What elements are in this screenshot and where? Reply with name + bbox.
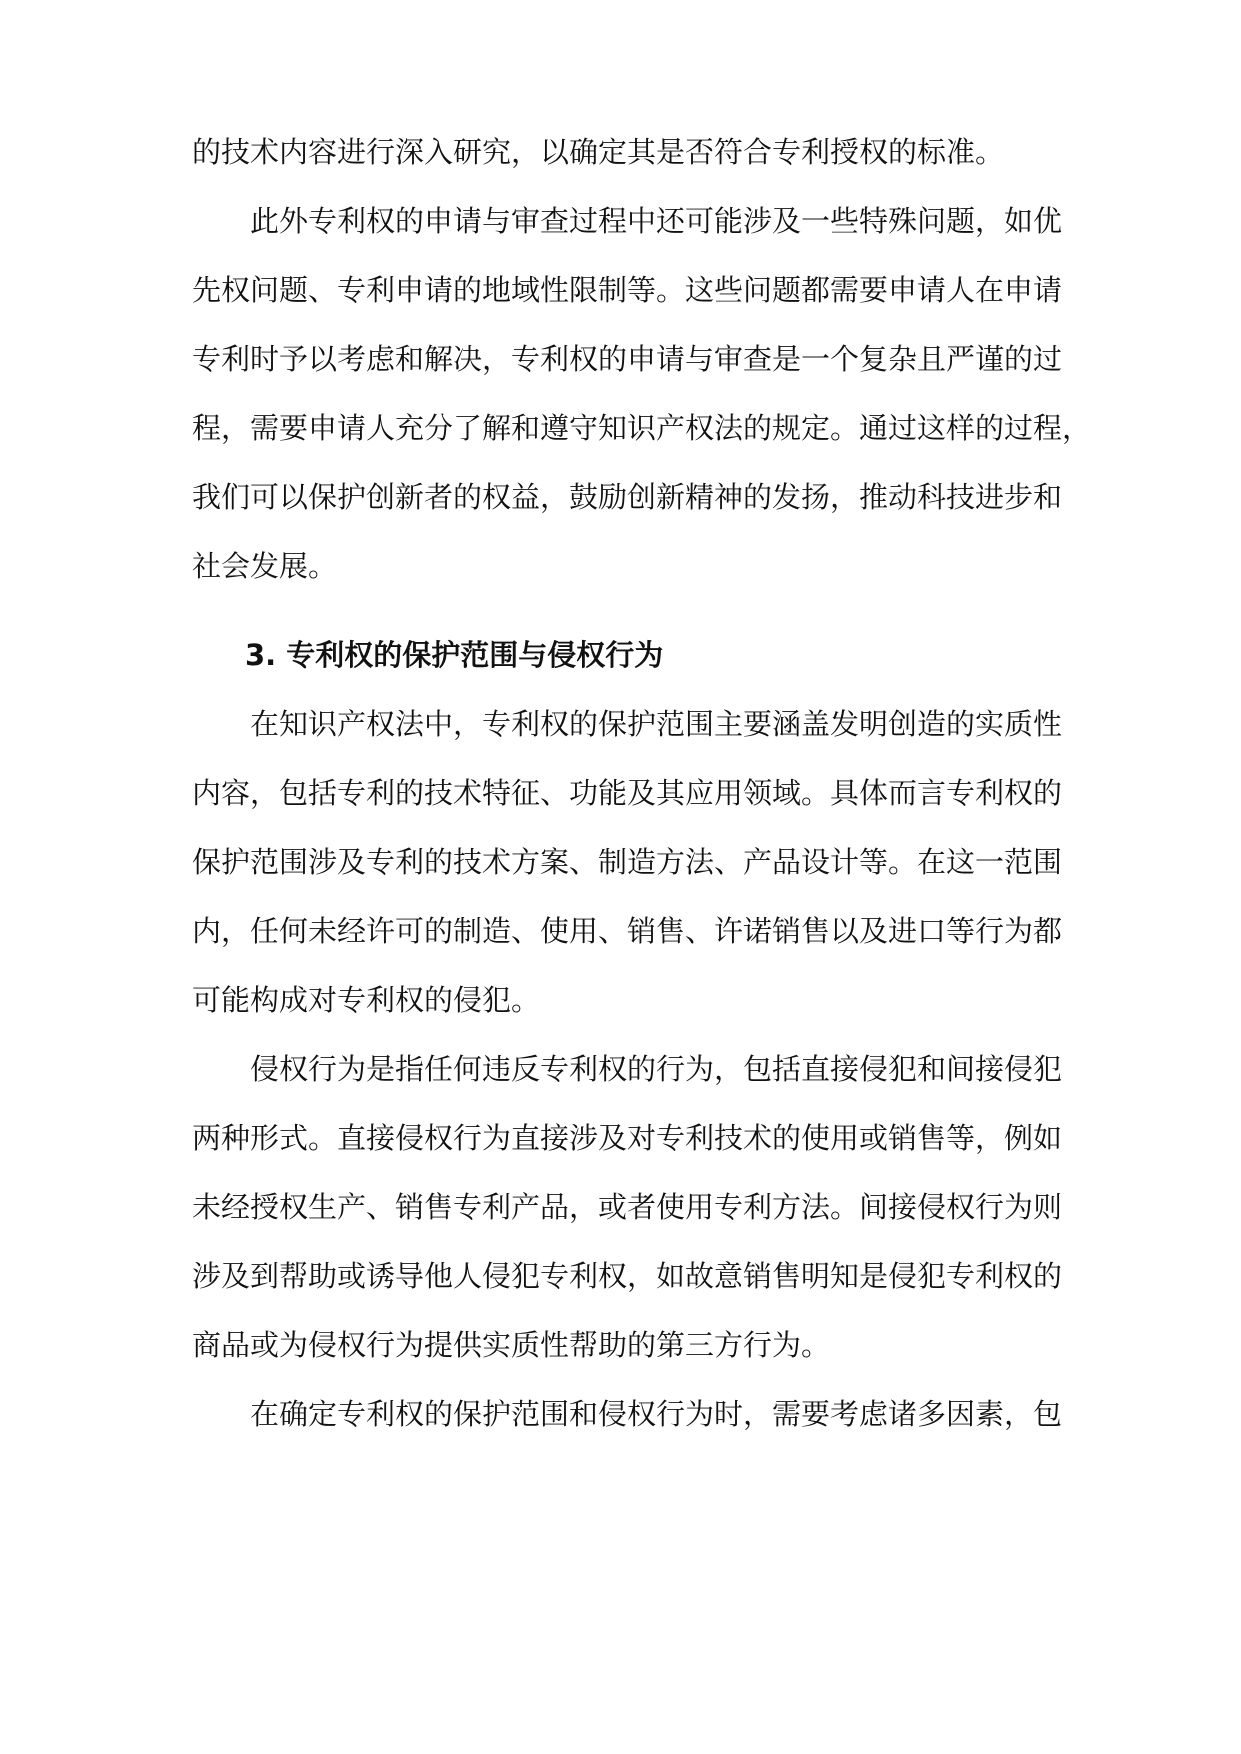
- paragraph-2-line-5: 我们可以保护创新者的权益，鼓励创新精神的发扬，推动科技进步和: [192, 480, 1063, 514]
- paragraph-2-line-3: 专利时予以考虑和解决，专利权的申请与审查是一个复杂且严谨的过: [192, 342, 1063, 376]
- paragraph-3-line-2: 内容，包括专利的技术特征、功能及其应用领域。具体而言专利权的: [192, 776, 1063, 810]
- paragraph-4-line-1: 侵权行为是指任何违反专利权的行为，包括直接侵犯和间接侵犯: [250, 1052, 1063, 1086]
- paragraph-4-line-4: 涉及到帮助或诱导他人侵犯专利权，如故意销售明知是侵犯专利权的: [192, 1259, 1063, 1293]
- paragraph-3-line-1: 在知识产权法中，专利权的保护范围主要涵盖发明创造的实质性: [250, 707, 1063, 741]
- paragraph-1-line-1: 的技术内容进行深入研究，以确定其是否符合专利授权的标准。: [192, 135, 1005, 169]
- paragraph-2-line-1: 此外专利权的申请与审查过程中还可能涉及一些特殊问题，如优: [250, 204, 1063, 238]
- paragraph-5-line-1: 在确定专利权的保护范围和侵权行为时，需要考虑诸多因素，包: [250, 1397, 1063, 1431]
- paragraph-4-line-3: 未经授权生产、销售专利产品，或者使用专利方法。间接侵权行为则: [192, 1190, 1063, 1224]
- paragraph-3-line-5: 可能构成对专利权的侵犯。: [192, 983, 541, 1017]
- paragraph-2-line-4: 程，需要申请人充分了解和遵守知识产权法的规定。通过这样的过程，: [192, 411, 1092, 445]
- paragraph-3-line-4: 内，任何未经许可的制造、使用、销售、许诺销售以及进口等行为都: [192, 914, 1063, 948]
- section-heading: 3. 专利权的保护范围与侵权行为: [245, 638, 664, 672]
- paragraph-3-line-3: 保护范围涉及专利的技术方案、制造方法、产品设计等。在这一范围: [192, 845, 1063, 879]
- paragraph-2-line-6: 社会发展。: [192, 549, 338, 583]
- paragraph-4-line-2: 两种形式。直接侵权行为直接涉及对专利技术的使用或销售等，例如: [192, 1121, 1063, 1155]
- paragraph-4-line-5: 商品或为侵权行为提供实质性帮助的第三方行为。: [192, 1328, 831, 1362]
- paragraph-2-line-2: 先权问题、专利申请的地域性限制等。这些问题都需要申请人在申请: [192, 273, 1063, 307]
